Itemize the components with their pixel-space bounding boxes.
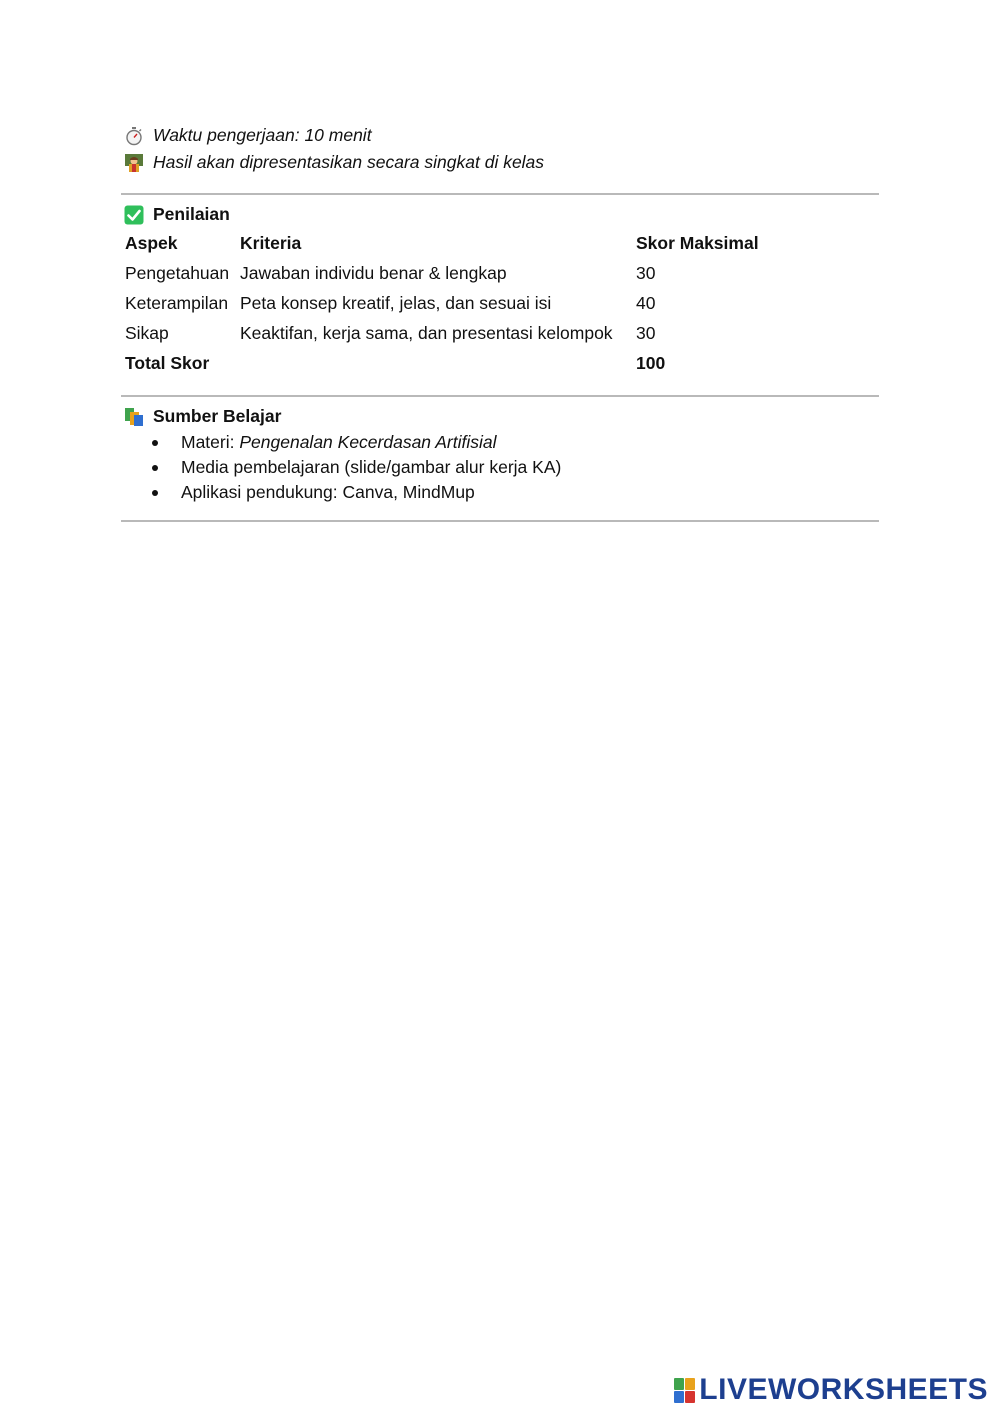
stopwatch-icon [124, 126, 144, 146]
divider-2 [121, 395, 879, 397]
item-text: Media pembelajaran (slide/gambar alur kerja KA) [181, 457, 562, 477]
header-aspek: Aspek [125, 232, 178, 253]
cell-kriteria: Jawaban individu benar & lengkap [240, 262, 507, 283]
header-skor: Skor Maksimal [636, 232, 759, 253]
bullet-icon [152, 440, 158, 446]
table-row [121, 318, 840, 348]
time-line [124, 125, 372, 146]
total-empty [236, 348, 632, 378]
penilaian-title: Penilaian [153, 204, 230, 224]
resource-list [124, 430, 561, 505]
presentation-text: Hasil akan dipresentasikan secara singkat di kelas [153, 152, 545, 172]
logo-mark-icon [674, 1378, 695, 1403]
bullet-icon [152, 465, 158, 471]
penilaian-heading [124, 204, 230, 225]
table-header-row [121, 228, 840, 258]
item-text: Materi: [181, 432, 240, 452]
list-item [124, 455, 561, 480]
table-row [121, 258, 840, 288]
sumber-heading [124, 406, 281, 427]
header-kriteria: Kriteria [240, 232, 302, 253]
cell-kriteria: Keaktifan, kerja sama, dan presentasi kelompok [240, 322, 613, 343]
teacher-icon [124, 153, 144, 173]
cell-aspek: Sikap [125, 322, 169, 343]
divider-3 [121, 520, 879, 522]
list-item [124, 430, 561, 455]
item-text: Aplikasi pendukung: Canva, MindMup [181, 482, 475, 502]
table-row [121, 288, 840, 318]
cell-aspek: Pengetahuan [125, 262, 230, 283]
check-box-icon [124, 205, 144, 225]
scoring-table [121, 228, 840, 378]
total-label: Total Skor [125, 352, 210, 373]
presentation-line [124, 152, 544, 173]
cell-skor: 30 [636, 322, 656, 343]
table-total-row [121, 348, 840, 378]
cell-kriteria: Peta konsep kreatif, jelas, dan sesuai isi [240, 292, 552, 313]
item-italic: Pengenalan Kecerdasan Artifisial [239, 432, 497, 452]
cell-aspek: Keterampilan [125, 292, 229, 313]
total-value: 100 [636, 352, 666, 373]
cell-skor: 40 [636, 292, 656, 313]
cell-skor: 30 [636, 262, 656, 283]
sumber-title: Sumber Belajar [153, 406, 282, 426]
divider-1 [121, 193, 879, 195]
books-icon [124, 407, 144, 427]
list-item [124, 480, 561, 505]
time-text: Waktu pengerjaan: 10 menit [153, 125, 372, 145]
bullet-icon [152, 490, 158, 496]
liveworksheets-logo[interactable] [674, 1373, 988, 1407]
logo-text: LIVEWORKSHEETS [699, 1373, 988, 1406]
